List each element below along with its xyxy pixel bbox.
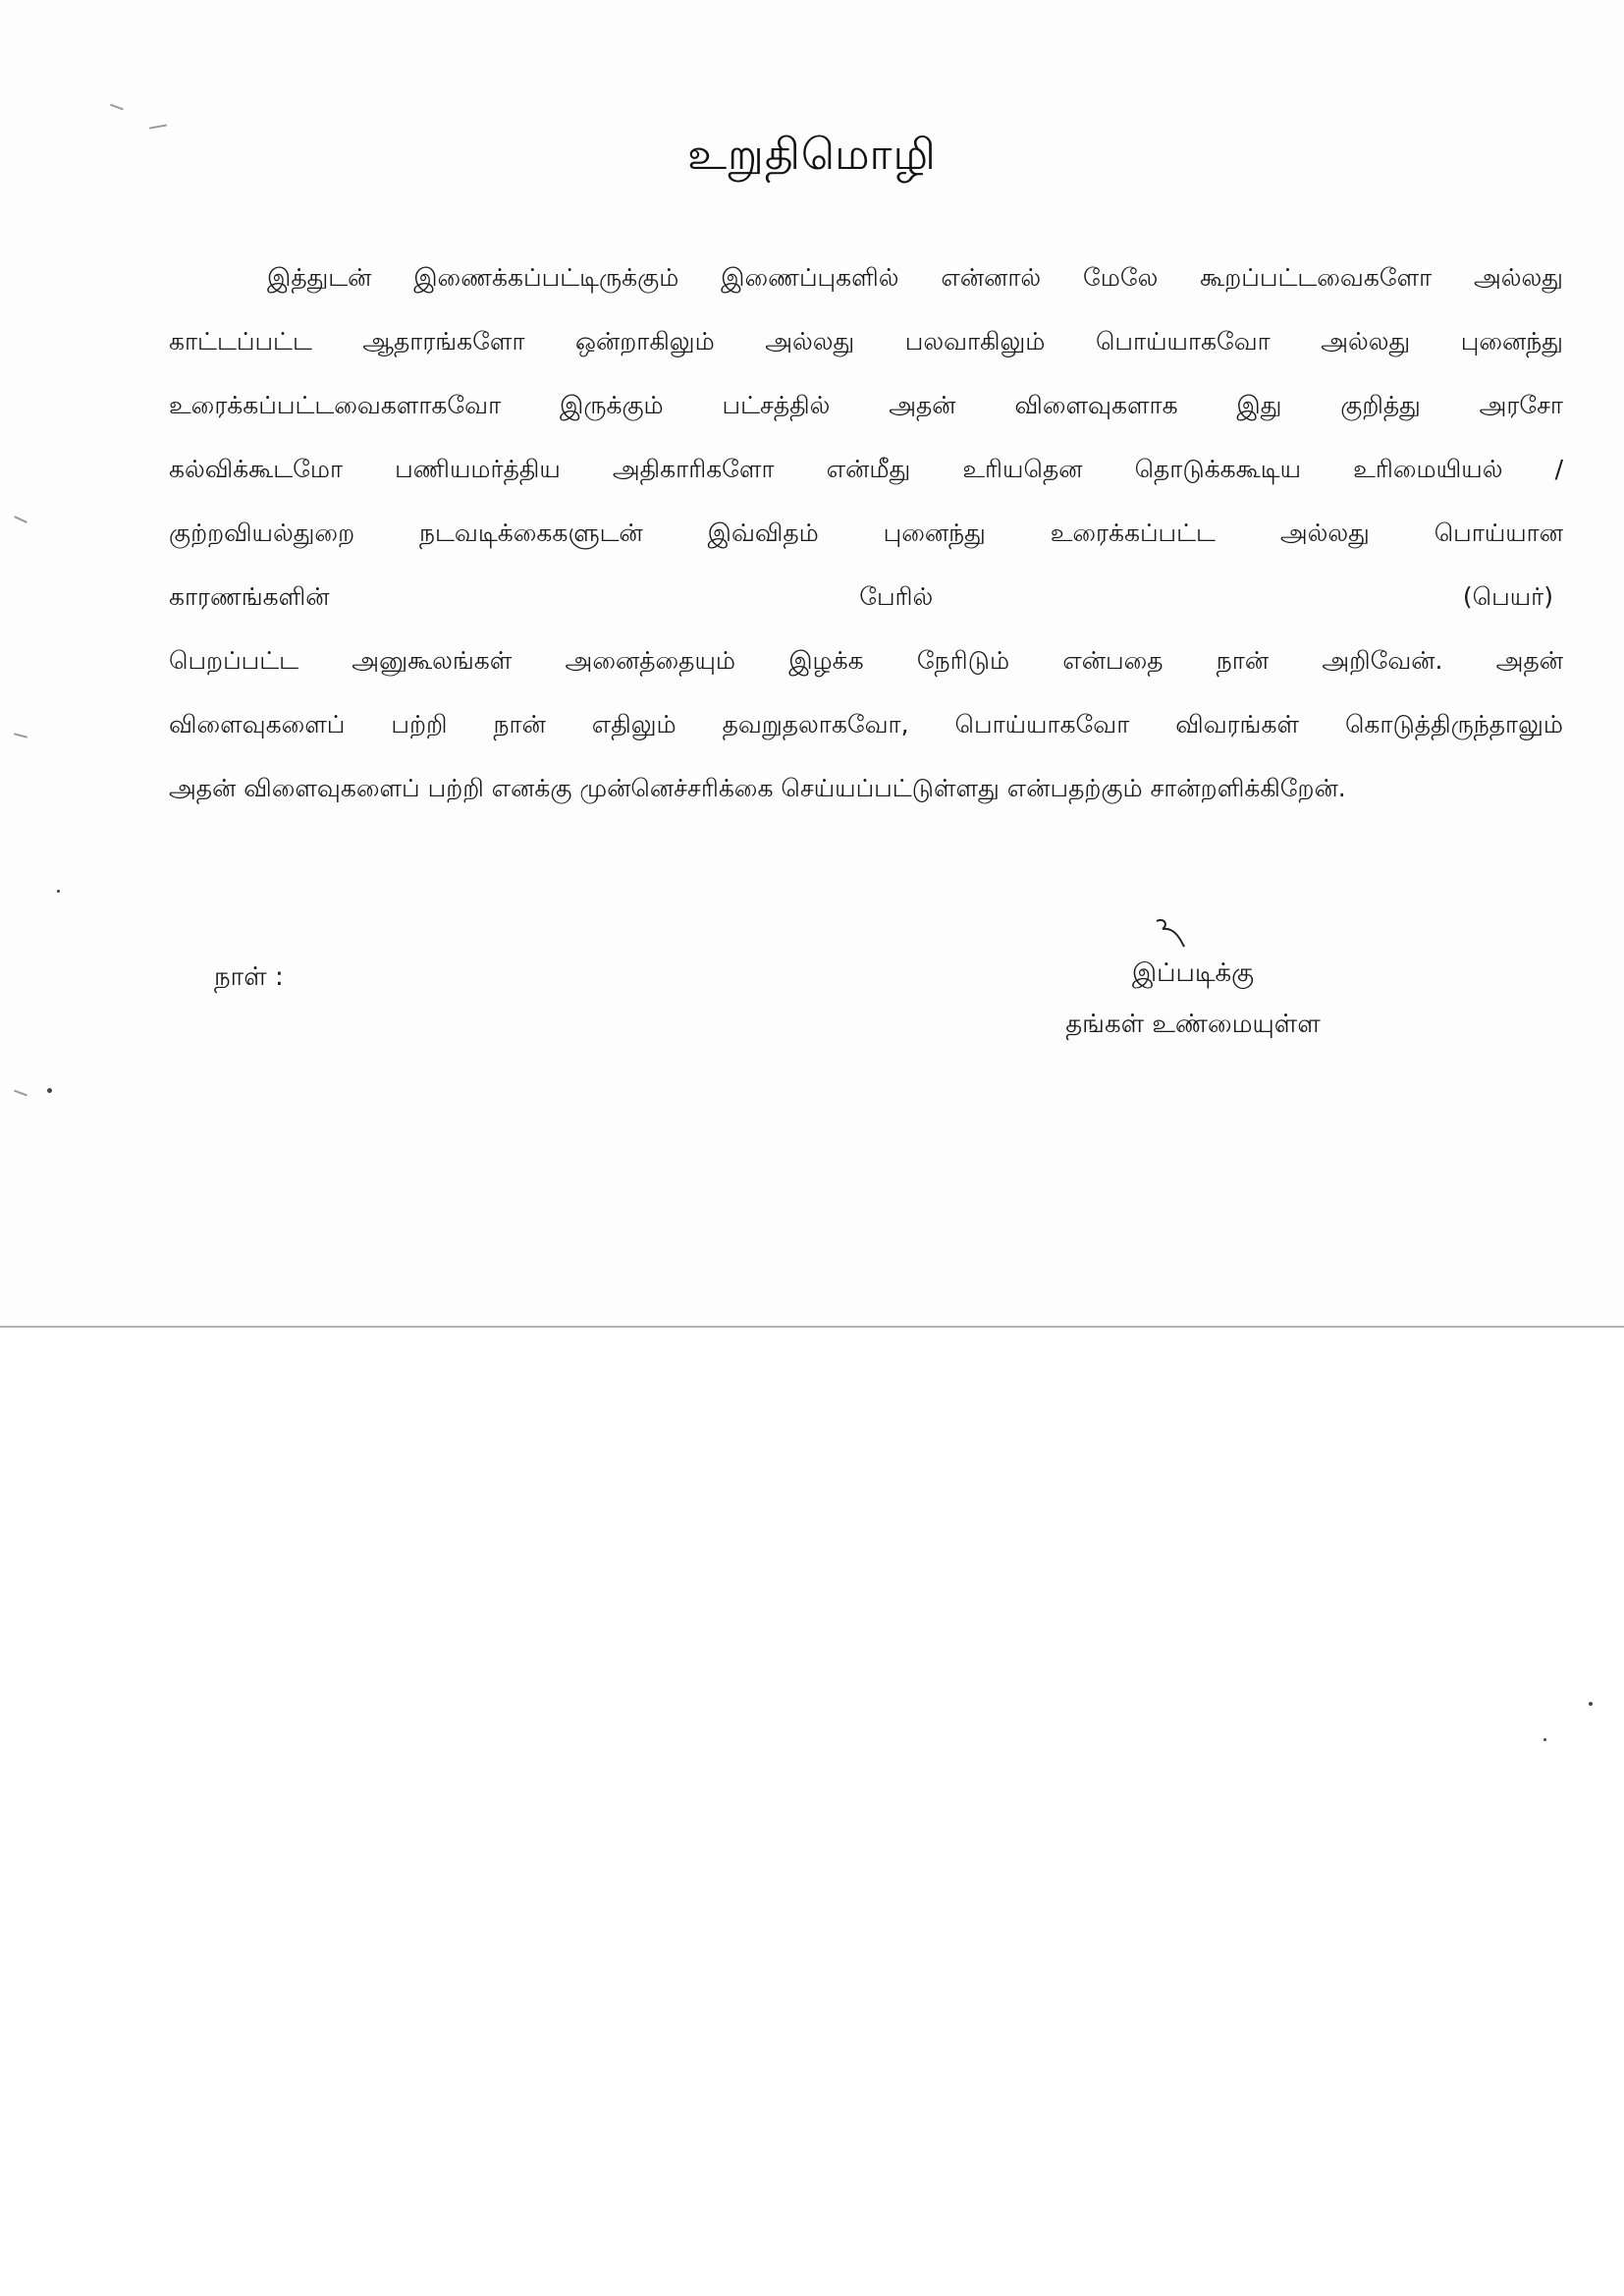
document-title: உறுதிமொழி <box>687 130 937 180</box>
scan-artifact <box>1589 1702 1593 1706</box>
paragraph-line-8: விளைவுகளைப் பற்றி நான் எதிலும் தவறுதலாகவோ, பொய்யாகவோ விவரங்கள் கொடுத்திருந்தாலும் <box>169 710 1563 738</box>
scan-artifact <box>57 890 60 893</box>
scan-artifact <box>149 124 167 129</box>
closing-block <box>1026 948 1360 1050</box>
scan-artifact <box>47 1088 52 1093</box>
scan-artifact <box>14 733 27 738</box>
closing-sincerely: தங்கள் உண்மையுள்ள <box>1065 1010 1321 1039</box>
paragraph-line-3: உரைக்கப்பட்டவைகளாகவோ இருக்கும் பட்சத்தில் அதன் விளைவுகளாக இது குறித்து அரசோ <box>169 391 1563 419</box>
declaration-body <box>169 246 1563 820</box>
scan-artifact <box>14 1090 27 1097</box>
scan-artifact <box>110 104 124 111</box>
scan-artifact <box>1543 1738 1546 1741</box>
paragraph-line-4: கல்விக்கூடமோ பணியமர்த்திய அதிகாரிகளோ என்மீது உரியதென தொடுக்ககூடிய உரிமையியல் / <box>169 455 1563 483</box>
paragraph-line-7: பெறப்பட்ட அனுகூலங்கள் அனைத்தையும் இழக்க நேரிடும் என்பதை நான் அறிவேன். அதன் <box>169 646 1563 675</box>
paragraph-line-5: குற்றவியல்துறை நடவடிக்கைகளுடன் இவ்விதம் புனைந்து உரைக்கப்பட்ட அல்லது பொய்யான <box>169 519 1563 547</box>
date-label: நாள் : <box>214 962 284 992</box>
scan-artifact <box>14 516 27 523</box>
signature-mark <box>1151 913 1190 953</box>
paragraph-line-9: அதன் விளைவுகளைப் பற்றி எனக்கு முன்னெச்சரிக்கை செய்யப்பட்டுள்ளது என்பதற்கும் சான்றளிக்கிறேன். <box>169 774 1346 802</box>
closing-yours: இப்படிக்கு <box>1131 958 1255 988</box>
name-fill-line <box>169 565 1563 629</box>
name-line-label: காரணங்களின் பேரில் (பெயர்) <box>169 582 1553 611</box>
paragraph-line-1: இத்துடன் இணைக்கப்பட்டிருக்கும் இணைப்புகளில் என்னால் மேலே கூறப்பட்டவைகளோ அல்லது <box>267 263 1563 292</box>
paragraph-line-2: காட்டப்பட்ட ஆதாரங்களோ ஒன்றாகிலும் அல்லது பலவாகிலும் பொய்யாகவோ அல்லது புனைந்து <box>169 327 1563 355</box>
